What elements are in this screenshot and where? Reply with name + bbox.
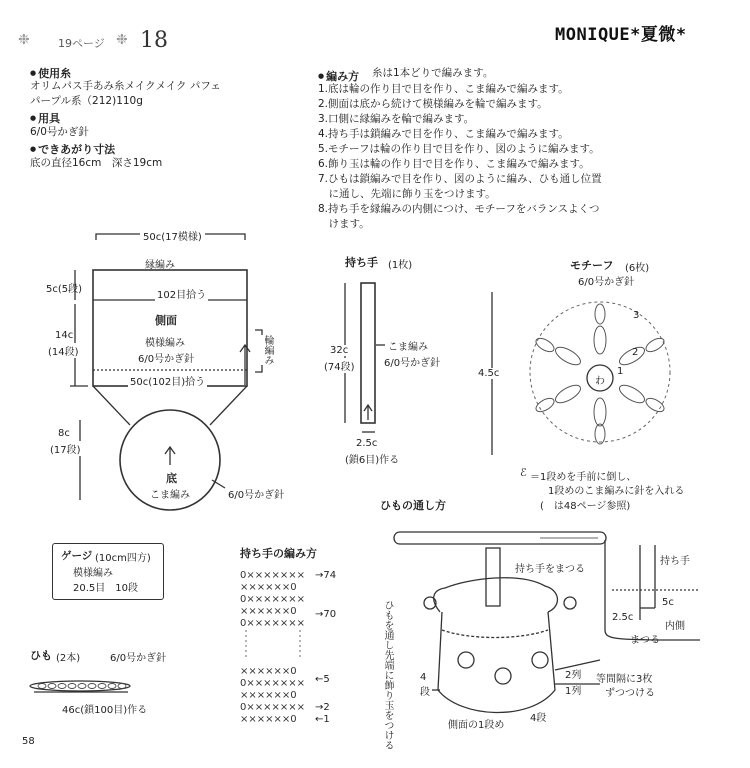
- tools-line: 6/0号かぎ針: [30, 126, 89, 138]
- threading-col-1: 1列: [565, 686, 582, 697]
- body-side-stitch: 模様編み: [145, 338, 185, 349]
- method-step: 6.飾り玉は輪の作り目で目を作り、こま編みで編みます。: [318, 158, 590, 170]
- handle-chart-row-1: ←1: [315, 714, 330, 725]
- method-step: けます。: [318, 218, 370, 230]
- gauge-square: (10cm四方): [95, 553, 151, 564]
- handle-chart-row-2: →2: [315, 702, 330, 713]
- handle-hook: 6/0号かぎ針: [384, 358, 441, 369]
- base-stitch: こま編み: [150, 490, 190, 501]
- handle-width: 2.5c: [356, 438, 378, 449]
- body-side-title: 側面: [155, 314, 177, 327]
- handle-chart-row-70: →70: [315, 609, 337, 620]
- svg-text:0×××××××: 0×××××××: [240, 618, 306, 629]
- motif-title: モチーフ: [570, 259, 614, 272]
- handle-count: (1枚): [388, 260, 413, 271]
- threading-row-label: 4段: [420, 672, 430, 698]
- body-side-rows: (14段): [48, 343, 79, 358]
- gauge-value: 20.5目 10段: [73, 583, 138, 594]
- size-line: 底の直径16cm 深さ19cm: [30, 157, 163, 169]
- detail-handle: 持ち手: [660, 556, 690, 567]
- motif-size: 4.5c: [478, 368, 500, 379]
- threading-attach-handle: 持ち手をまつる: [515, 564, 585, 575]
- method-step: 3.口側に縁編みを輪で編みます。: [318, 113, 475, 125]
- handle-chart-row-74: →74: [315, 570, 337, 581]
- body-side-height: 14c: [55, 330, 74, 341]
- motif-legend-3: ( は48ページ参照): [540, 501, 631, 512]
- motif-round-2: 2: [632, 347, 639, 358]
- cord-count: (2本): [56, 653, 81, 664]
- body-round-label: 輪編み: [262, 335, 273, 365]
- threading-row-label-2: 4段: [530, 713, 547, 724]
- threading-col-2: 2列: [565, 670, 582, 681]
- handle-length: 32c: [330, 345, 349, 356]
- motif-legend-1: ＝1段めを手前に倒し、: [530, 472, 637, 483]
- base-title: 底: [166, 472, 177, 485]
- yarn-line-1: オリムパス手あみ糸メイクメイク パフェ: [30, 80, 221, 92]
- base-hook: 6/0号かぎ針: [228, 490, 285, 501]
- body-width-top: 50c(17模様): [140, 228, 205, 243]
- body-edge-height: 5c(5段): [46, 284, 83, 295]
- body-pickup-bottom: 50c(102目)拾う: [128, 373, 207, 388]
- yarn-title: ● 使用糸: [30, 65, 71, 81]
- cord-hook: 6/0号かぎ針: [110, 653, 167, 664]
- detail-inside: 内側: [665, 621, 685, 632]
- method-step: 5.モチーフは輪の作り目で目を作り、図のように編みます。: [318, 143, 600, 155]
- method-step: 8.持ち手を縁編みの内側につけ、モチーフをバランスよくつ: [318, 203, 600, 215]
- detail-2-5c: 2.5c: [612, 612, 634, 623]
- stitch-symbol-icon: ℰ: [520, 466, 527, 479]
- motif-hook: 6/0号かぎ針: [578, 277, 635, 288]
- motif-round-3: 3: [633, 310, 640, 321]
- header-flower-icon-2: ❉: [116, 32, 128, 48]
- handle-title: 持ち手: [345, 256, 378, 269]
- base-rows: (17段): [50, 441, 81, 456]
- body-pickup-top: 102目拾う: [155, 286, 208, 301]
- threading-note: ひもを通し先端に飾り玉をつける: [382, 600, 393, 750]
- threading-side-row1: 側面の1段め: [448, 720, 505, 731]
- method-step: に通し、先端に飾り玉をつけます。: [318, 188, 496, 200]
- method-step: 4.持ち手は鎖編みで目を作り、こま編みで編みます。: [318, 128, 569, 140]
- motif-count: (6枚): [625, 263, 650, 274]
- svg-text:0×××××××: 0×××××××: [240, 678, 306, 689]
- threading-spacing-1: 等間隔に3枚: [596, 674, 653, 685]
- method-step: 2.側面は底から続けて模様編みを輪で編みます。: [318, 98, 548, 110]
- size-title: ● できあがり寸法: [30, 141, 115, 157]
- svg-text:0×××××××: 0×××××××: [240, 570, 306, 581]
- handle-chain: (鎖6目)作る: [345, 455, 400, 466]
- page-number: 58: [22, 736, 35, 747]
- svg-text:0×××××××: 0×××××××: [240, 594, 306, 605]
- base-diameter: 8c: [58, 428, 70, 439]
- method-note: 糸は1本どりで編みます。: [372, 67, 494, 79]
- motif-round-1: 1: [617, 366, 624, 377]
- svg-text:××××××0: ××××××0: [240, 606, 297, 617]
- yarn-line-2: パープル系（212)110g: [30, 95, 143, 107]
- gauge-box: [52, 543, 164, 600]
- handle-stitch: こま編み: [388, 342, 428, 353]
- gauge-stitch: 模様編み: [73, 568, 113, 579]
- body-side-hook: 6/0号かぎ針: [138, 354, 195, 365]
- watermark: MONIQUE*夏微*: [555, 25, 687, 45]
- detail-5c: 5c: [662, 597, 674, 608]
- handle-rows: (74段): [324, 358, 355, 373]
- svg-text:××××××0: ××××××0: [240, 714, 297, 725]
- header-flower-icon: ❉: [18, 32, 30, 48]
- method-step: 7.ひもは鎖編みで目を作り、図のように編み、ひも通し位置: [318, 173, 602, 185]
- cord-title: ひも: [30, 649, 52, 662]
- handle-chart-title: 持ち手の編み方: [240, 547, 317, 560]
- threading-spacing-2: ずつつける: [605, 688, 655, 699]
- svg-text:××××××0: ××××××0: [240, 582, 297, 593]
- pattern-number: 18: [140, 28, 168, 53]
- threading-title: ひもの通し方: [380, 499, 446, 512]
- gauge-title: ゲージ: [61, 550, 93, 562]
- svg-text:××××××0: ××××××0: [240, 666, 297, 677]
- body-edge-label: 縁編み: [145, 260, 175, 271]
- header-ref-page: 19ページ: [58, 37, 105, 50]
- motif-center: わ: [595, 376, 605, 387]
- method-step: 1.底は輪の作り目で目を作り、こま編みで編みます。: [318, 83, 569, 95]
- method-title: ● 編み方: [318, 68, 359, 84]
- svg-text:××××××0: ××××××0: [240, 690, 297, 701]
- handle-chart-row-5: ←5: [315, 674, 330, 685]
- detail-sew: まつる: [630, 635, 660, 646]
- svg-text:0×××××××: 0×××××××: [240, 702, 306, 713]
- cord-length: 46c(鎖100目)作る: [62, 705, 148, 716]
- motif-legend-2: 1段めのこま編みに針を入れる: [548, 486, 685, 497]
- tools-title: ● 用具: [30, 110, 60, 126]
